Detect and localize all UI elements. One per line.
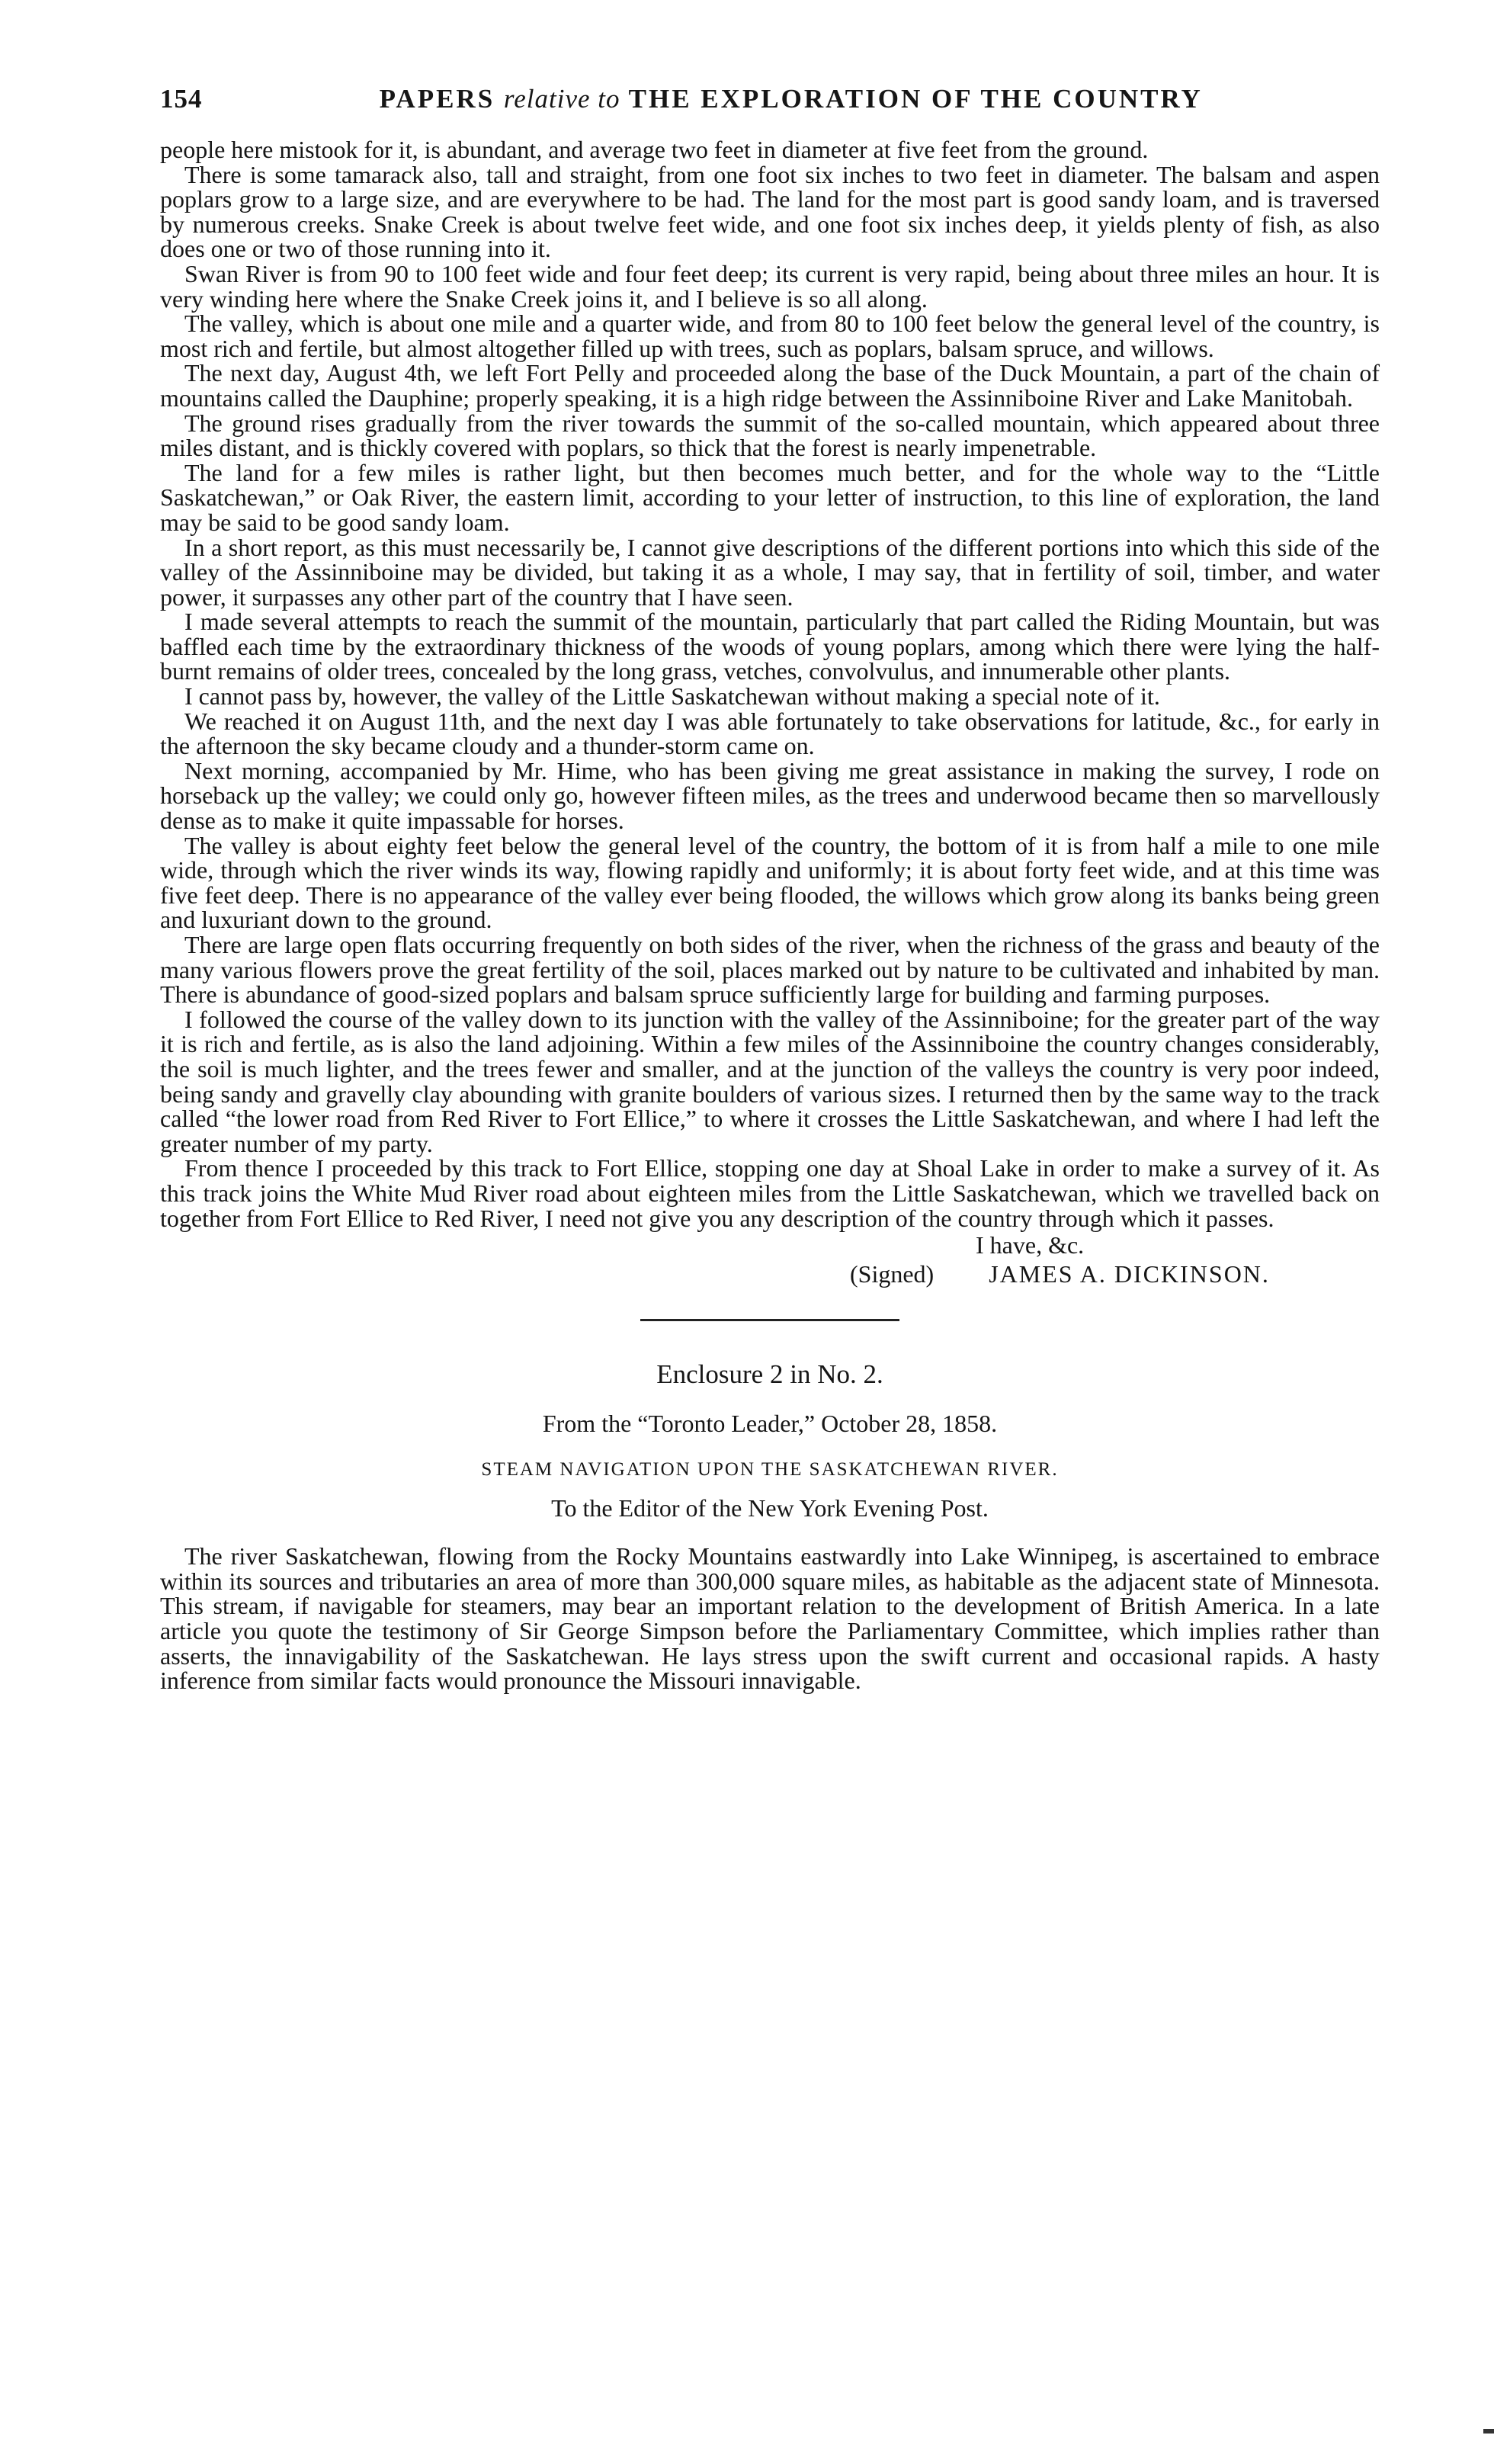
paragraph: Swan River is from 90 to 100 feet wide and four feet deep; its current is very rapid, being about three miles an hour. It is very winding here where the Snake Creek joins it, and I believe is so all along. — [160, 259, 1380, 313]
letter-body — [160, 137, 1380, 1230]
running-head — [160, 84, 1380, 114]
paragraph: The ground rises gradually from the river towards the summit of the so-called mountain, which appeared about three miles distant, and is thickly covered with poplars, so thick that the forest is nearly impenetrable. — [160, 409, 1380, 462]
paragraph: We reached it on August 11th, and the next day I was able fortunately to take observations for latitude, &c., for early in the afternoon the sky became cloudy and a thunder-storm came on. — [160, 707, 1380, 760]
paragraph: The valley, which is about one mile and a quarter wide, and from 80 to 100 feet below the general level of the country, is most rich and fertile, but almost altogether filled up with trees, such as poplars, balsam spruce, and willows. — [160, 310, 1380, 362]
paragraph: I cannot pass by, however, the valley of the Little Saskatchewan without making a special note of it. — [184, 682, 1160, 711]
article-heading: STEAM NAVIGATION UPON THE SASKATCHEWAN RIVER. — [481, 1459, 1059, 1481]
paragraph: people here mistook for it, is abundant, and average two feet in diameter at five feet from the ground. — [160, 136, 1149, 163]
margin-mark — [1483, 2429, 1494, 2434]
enclosure-source: From the “Toronto Leader,” October 28, 1858. — [542, 1410, 998, 1438]
signatory-name: JAMES A. DICKINSON. — [989, 1260, 1270, 1288]
paragraph: From thence I proceeded by this track to Fort Ellice, stopping one day at Shoal Lake in order to make a survey of it. As this track joins the White Mud River road about eighteen miles from the Little Saskatchewan, which we travelled back on together from Fort Ellice to Red River, I need not give you any description of the country through which it passes. — [160, 1154, 1380, 1232]
paragraph: The land for a few miles is rather light, but then becomes much better, and for the whole way to the “Little Saskatchewan,” or Oak River, the eastern limit, according to your letter of instruction, to this line of exploration, the land may be said to be good sandy loam. — [160, 458, 1380, 536]
header-title-prefix: PAPERS — [379, 84, 495, 114]
paragraph: Next morning, accompanied by Mr. Hime, who has been giving me great assistance in making the survey, I rode on horseback up the valley; we could only go, however fifteen miles, as the trees and underwood became then so marvellously dense as to make it quite impassable for horses. — [160, 756, 1380, 835]
enclosure-title: Enclosure 2 in No. 2. — [656, 1359, 883, 1390]
page-number: 154 — [160, 84, 203, 114]
paragraph: There is some tamarack also, tall and straight, from one foot six inches to two feet in diameter. The balsam and aspen poplars grow to a large size, and are everywhere to be had. The land for the most part is good sandy loam, and is traversed by numerous creeks. Snake Creek is about twelve feet wide, and one foot six inches deep, it yields plenty of fish, as also does one or two of those running into it. — [160, 160, 1380, 263]
section-divider — [640, 1319, 899, 1321]
paragraph: I made several attempts to reach the summit of the mountain, particularly that part called the Riding Mountain, but was baffled each time by the extraordinary thickness of the woods of young poplars, among which there were lying the half-burnt remains of older trees, concealed by the long grass, vetches, convolvulus, and innumerable other plants. — [160, 608, 1380, 685]
paragraph: I followed the course of the valley down to its junction with the valley of the Assinniboine; for the greater part of the way it is rich and fertile, as is also the land adjoining. Within a few miles of the Assinniboine the country changes considerably, the soil is much lighter, and the trees fewer and smaller, and at the junction of the valleys the country is very poor indeed, being sandy and gravelly clay abounding with granite boulders of various sizes. I returned then by the same way to the track called “the lower road from Red River to Fort Ellice,” to where it crosses the Little Saskatchewan, and where I had left the greater number of my party. — [160, 1005, 1380, 1157]
header-title-suffix: THE EXPLORATION OF THE COUNTRY — [628, 84, 1203, 114]
letter-closing — [160, 1232, 1380, 1287]
signature-line — [160, 1261, 1380, 1287]
closing-line: I have, &c. — [976, 1231, 1085, 1259]
header-title-relative: relative to — [503, 84, 620, 114]
paragraph: The river Saskatchewan, flowing from the Rocky Mountains eastwardly into Lake Winnipeg, is ascertained to embrace within its sources and tributaries an area of more than 300,000 square miles, as habitable as the adjacent state of Minnesota. This stream, if navigable for steamers, may bear an important relation to the development of British America. In a late article you quote the testimony of Sir George Simpson before the Parliamentary Committee, which implies rather than asserts, the innavigability of the Saskatchewan. He lays stress upon the swift current and occasional rapids. A hasty inference from similar facts would pronounce the Missouri innavigable. — [160, 1542, 1380, 1695]
paragraph: The valley is about eighty feet below the general level of the country, the bottom of it is from half a mile to one mile wide, through which the river winds its way, flowing rapidly and uniformly; it is about forty feet wide, and at this time was five feet deep. There is no appearance of the valley ever being flooded, the willows which grow along its banks being green and luxuriant down to the ground. — [160, 831, 1380, 934]
paragraph: There are large open flats occurring frequently on both sides of the river, when the richness of the grass and beauty of the many various flowers prove the great fertility of the soil, places marked out by nature to be cultivated and inhabited by man. There is abundance of good-sized poplars and balsam spruce sufficiently large for building and farming purposes. — [160, 931, 1380, 1009]
paragraph: The next day, August 4th, we left Fort Pelly and proceeded along the base of the Duck Mountain, a part of the chain of mountains called the Dauphine; properly speaking, it is a high ridge between the Assinniboine River and Lake Manitobah. — [160, 359, 1380, 412]
paragraph: In a short report, as this must necessarily be, I cannot give descriptions of the different portions into which this side of the valley of the Assinniboine may be divided, but taking it as a whole, I may say, that in fertility of soil, timber, and water power, it surpasses any other part of the country that I have seen. — [160, 533, 1380, 611]
page-content — [160, 84, 1380, 1693]
article-addressee: To the Editor of the New York Evening Post. — [551, 1494, 989, 1522]
signed-label: (Signed) — [850, 1260, 935, 1288]
article-body — [160, 1544, 1380, 1693]
